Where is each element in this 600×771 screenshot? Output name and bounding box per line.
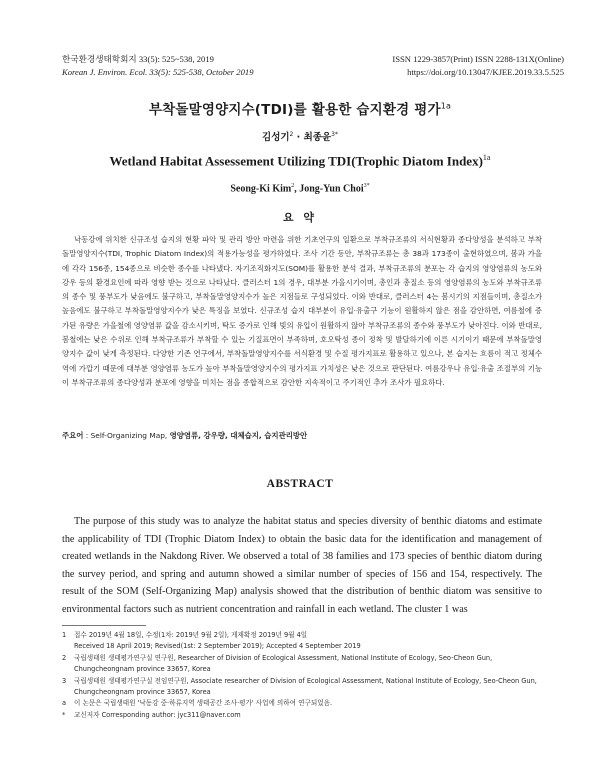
- footnote-item: [62, 710, 542, 721]
- issn-text: ISSN 1229-3857(Print) ISSN 2288-131X(Online): [392, 54, 564, 64]
- author-separator-en: ,: [294, 183, 300, 195]
- footnote-mark: 2: [62, 653, 67, 662]
- footnote-item: [62, 676, 542, 699]
- author-1-en: Seong-Ki Kim: [230, 183, 292, 195]
- korean-title-footnote-mark: 1a: [440, 101, 452, 111]
- journal-identifiers: [392, 53, 564, 79]
- footnote-divider: [62, 625, 146, 626]
- footnotes: [62, 630, 542, 721]
- footnote-line: 국립생태원 생태평가연구실 전임연구원, Associate researcher of Division of Ecological Assessment, National Institute of Ecology, Seo-Cheon Gun, Chungcheongnam province 33657, Korea: [74, 676, 537, 697]
- footnote-mark: 1: [62, 631, 67, 639]
- footnote-item: [62, 653, 542, 676]
- korean-summary-body: 낙동강에 위치한 신규조성 습지의 현황 파악 및 관리 방안 마련을 위한 기초연구의 일환으로 부착규조류의 서식현황과 종다양성을 분석하고 부착돌말영양지수(TDI, Trophic Diatom Index)의 적용가능성을 평가하였다. 조사 기간 동안, 부착규조류는 총 38과 173종이 출현하였으며, 봄과 가을에 각각 156종, 154종으로 비슷한 종수를 나타냈다. 자기조직화지도(SOM)를 활용한 분석 결과, 부착규조류의 분포는 각 습지의 영양염류의 농도와 강우 등의 환경요인에 따라 영향 받는 것으로 나타났다. 클러스터 1의 경우, 대부분 가을시기이며, 총인과 총질소 등의 영양염류의 농도와 부착규조류의 종수 및 풍부도가 낮음에도 불구하고, 부착돌말영양지수가 높은 지점들로 구성되었다. 이와 반대로, 클러스터 4는 봄시기의 지점들이며, 총질소가 높음에도 불구하고 부착돌말영양지수가 낮은 특징을 보였다. 신규조성 습지 대부분이 유입·유출구 기능이 원활하지 않은 점을 감안하면, 여름철에 증가된 유량은 가을철에 영양염류 값을 감소시키며, 탁도 증가로 인해 빛의 유입이 원활하지 않아 부착규조류의 종수와 풍부도가 낮아진다. 이와 반대로, 봄철에는 낮은 수위로 인해 부착규조류가 부착할 수 있는 기질표면이 부족하며, 호오탁성 종이 정착 및 발달하기에 이른 시기이기 때문에 부착돌말영양지수 값이 낮게 측정된다. 다양한 기존 연구에서, 부착돌말영양지수를 서식환경 및 수질 평가지표로 활용하고 있으나, 본 습지는 흐름이 적고 정체수역에 가깝기 때문에 대부분 영양염류 농도가 높아 부착돌말영양지수의 평가지표 가치성은 낮은 것으로 판단된다. 여름강우나 유입·유출 조절부의 기능이 부착규조류의 종다양성과 분포에 영향을 미치는 점을 종합적으로 감안한 지속적이고 주기적인 추가 조사가 필요하다.: [62, 235, 542, 387]
- korean-title-text: 부착돌말영양지수(TDI)를 활용한 습지환경 평가: [148, 102, 441, 118]
- keywords-label: 주요어: [62, 431, 84, 440]
- journal-citation-en: Korean J. Environ. Ecol. 33(5): 525-538, October 2019: [62, 67, 254, 77]
- footnote-mark: *: [62, 710, 66, 719]
- keywords-line: [62, 430, 542, 441]
- footnote-line: 이 논문은 국립생태원 '낙동강 중·하류지역 생태공간 조사·평가' 사업에 의하여 연구되었음.: [74, 699, 333, 708]
- english-title-text: Wetland Habitat Assessement Utilizing TDI(Trophic Diatom Index): [109, 153, 483, 169]
- summary-heading: 요 약: [282, 211, 318, 224]
- author-separator-kr: ·: [293, 132, 304, 143]
- journal-citation-kr: 한국환경생태학회지 33(5): 525~538, 2019: [62, 54, 214, 64]
- author-2-kr: 최종윤: [303, 132, 332, 143]
- footnote-line: 접수 2019년 4월 18일, 수정(1차: 2019년 9월 2일), 게재확정 2019년 9월 4일: [74, 631, 308, 639]
- korean-title: [0, 98, 600, 118]
- footnote-line: 교신저자 Corresponding author: jyc311@naver.com: [74, 710, 241, 719]
- english-authors: [0, 183, 600, 194]
- english-title: [0, 153, 600, 169]
- author-1-kr: 김성기: [262, 132, 290, 143]
- footnote-item: [62, 630, 542, 653]
- abstract-body: The purpose of this study was to analyze the habitat status and species diversity of benthic diatoms and estimate the applicability of TDI (Trophic Diatom Index) to obtain the basic data for the identification and management of created wetlands in the Nakdong River. We observed a total of 38 families and 173 species of benthic diatom during the survey period, and spring and autumn showed a similar number of species of 156 and 154, respectively. The result of the SOM (Self-Organizing Map) analysis showed that the distribution of benthic diatom was sensitive to environmental factors such as nutrient concentration and rainfall in each wetland. The cluster 1 was: [62, 516, 542, 615]
- footnote-item: [62, 698, 542, 709]
- footnote-mark: a: [62, 699, 67, 708]
- doi-link[interactable]: https://doi.org/10.13047/KJEE.2019.33.5.525: [407, 67, 564, 77]
- footnote-line: 국립생태원 생태평가연구실 연구원, Researcher of Division of Ecological Assessment, National Institute of Ecology, Seo-Cheon Gun, Chungcheongnam province 33657, Korea: [74, 653, 493, 674]
- footnote-mark: 3: [62, 676, 67, 685]
- author-2-kr-mark: 3*: [331, 130, 338, 138]
- author-1-en-mark: 2: [291, 183, 295, 189]
- korean-authors: [0, 129, 600, 143]
- author-2-en: Jong-Yun Choi: [299, 183, 364, 195]
- author-1-kr-mark: 2: [289, 130, 294, 138]
- keywords-plain: : Self-Organizing Map,: [83, 431, 170, 440]
- keywords-bold: 영양염류, 강우량, 대체습지, 습지관리방안: [169, 431, 308, 440]
- abstract-heading: ABSTRACT: [266, 478, 334, 490]
- author-2-en-mark: 3*: [363, 183, 370, 189]
- english-title-footnote-mark: 1a: [482, 153, 491, 162]
- footnote-line: Received 18 April 2019; Revised(1st: 2 September 2019); Accepted 4 September 2019: [74, 642, 361, 651]
- journal-citation: [62, 53, 254, 79]
